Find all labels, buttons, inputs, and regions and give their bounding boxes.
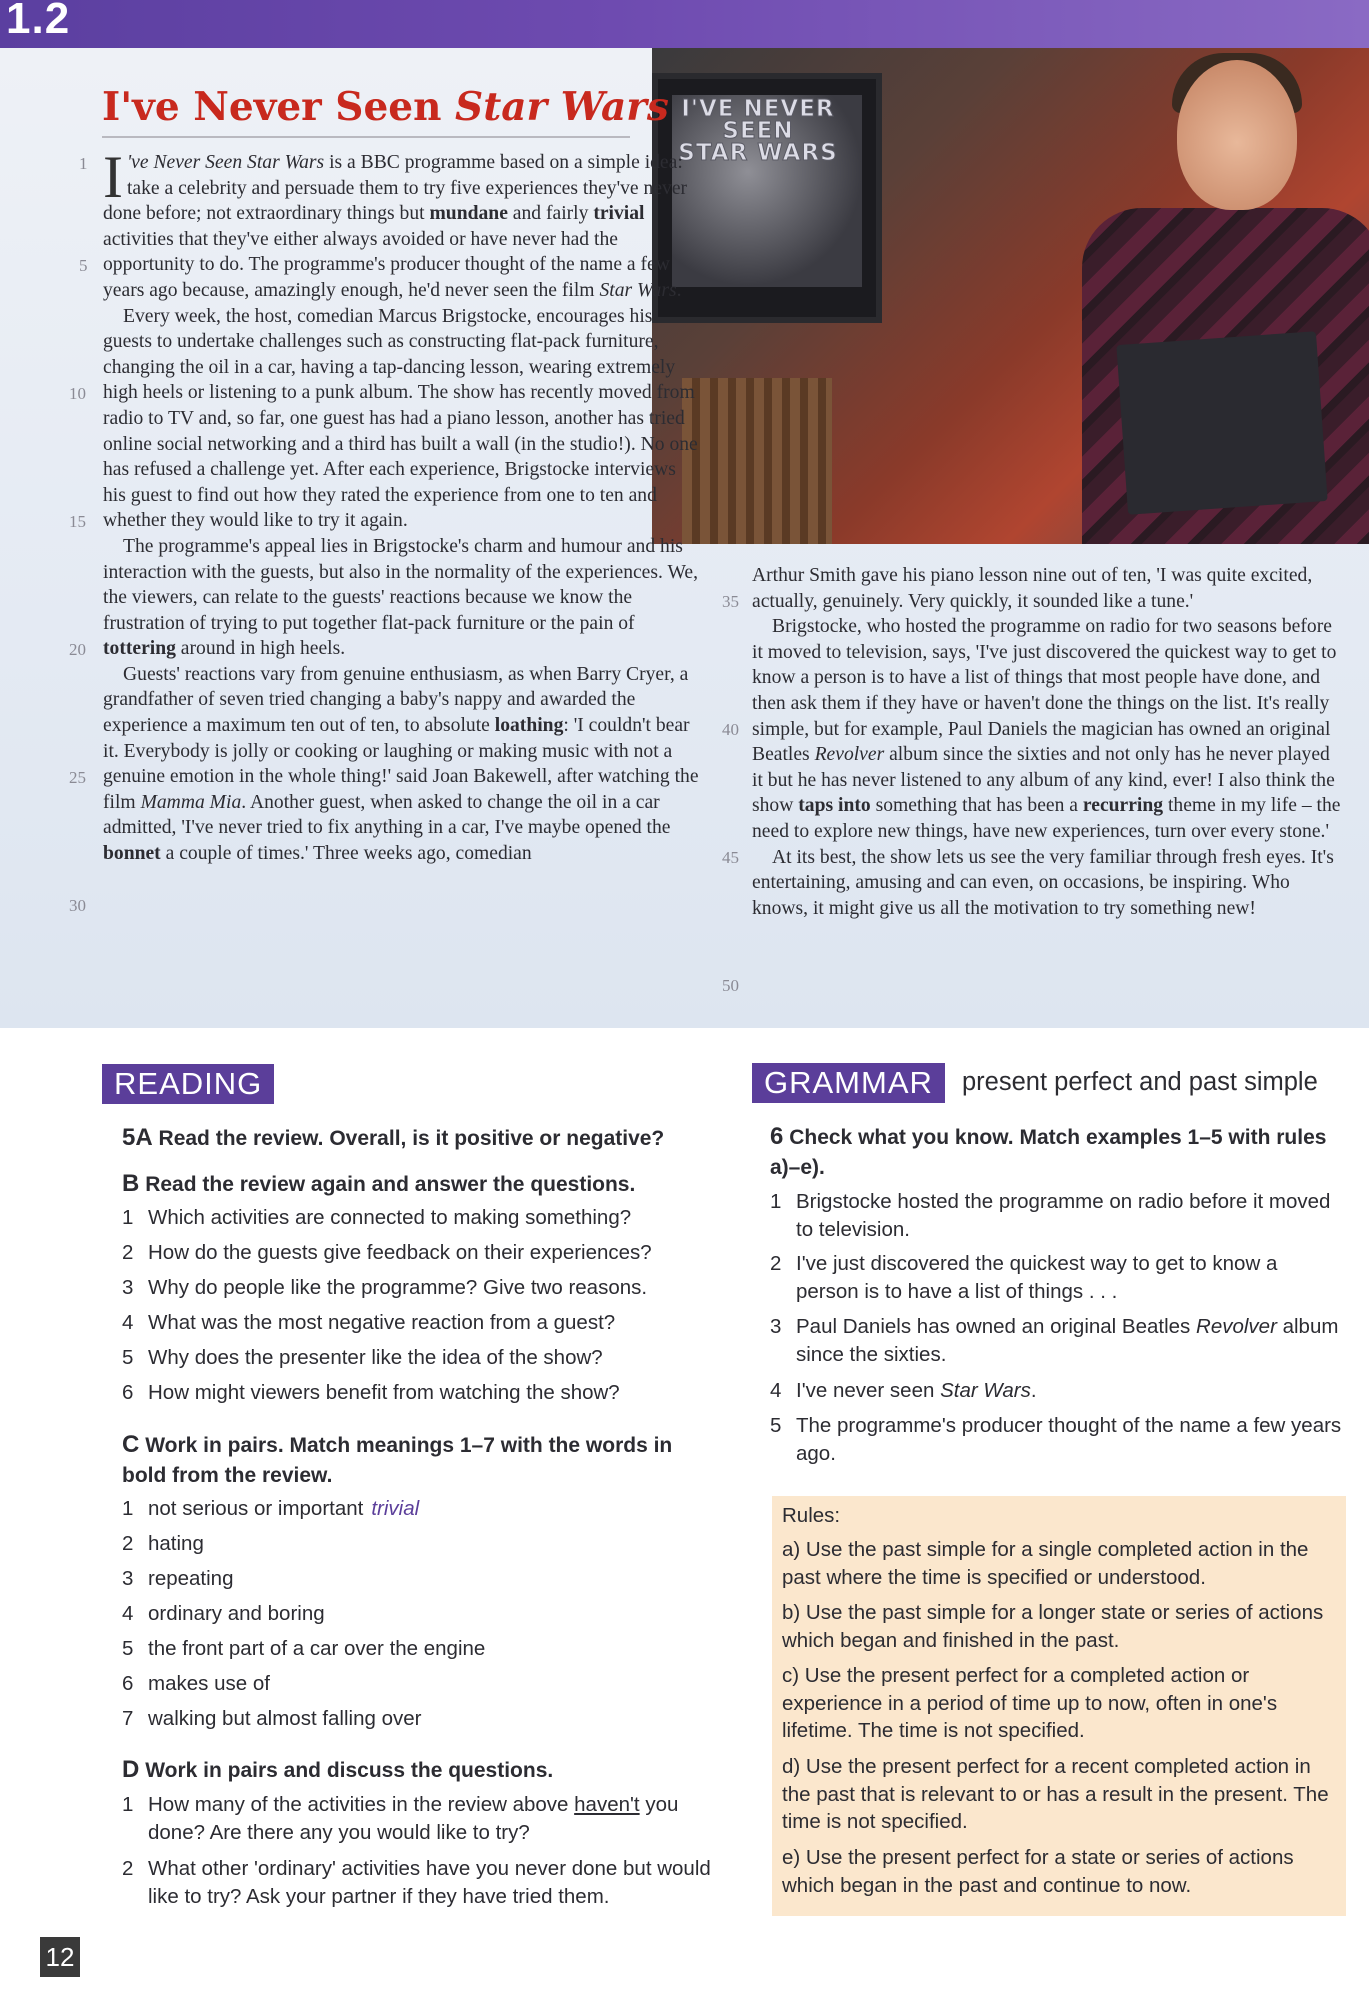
- line-number: 15: [69, 512, 86, 531]
- list-item: 2 What other 'ordinary' activities have you never done but would like to try? Ask your partner if they have tried them.: [122, 1857, 711, 1908]
- presenter-photo: [652, 48, 1369, 544]
- question-b: [122, 1170, 635, 1198]
- line-number: 40: [722, 720, 739, 739]
- question-label: C: [122, 1431, 140, 1458]
- logo-line: STAR WARS: [678, 140, 838, 166]
- list-item: 7 walking but almost falling over: [122, 1707, 422, 1730]
- question-label: 6: [770, 1123, 784, 1150]
- list-item: 4 ordinary and boring: [122, 1602, 325, 1625]
- question-text: bold from the review.: [122, 1464, 333, 1487]
- rules-title: Rules:: [782, 1504, 841, 1527]
- line-number: 50: [722, 976, 739, 995]
- grammar-subheading: present perfect and past simple: [962, 1068, 1318, 1096]
- list-item: 3 repeating: [122, 1567, 234, 1590]
- example-item: 1 Brigstocke hosted the programme on radio before it moved to television.: [770, 1190, 1331, 1241]
- list-item: 3 Why do people like the programme? Give two reasons.: [122, 1276, 648, 1299]
- line-number: 30: [69, 896, 86, 915]
- example-item: 3 Paul Daniels has owned an original Beatles Revolver album since the sixties.: [770, 1315, 1339, 1366]
- line-number: 1: [79, 154, 88, 173]
- list-item: 4 What was the most negative reaction from a guest?: [122, 1311, 616, 1334]
- article-paragraph: Guests' reactions vary from genuine enthusiasm, as when Barry Cryer, a grandfather of seven tried changing a baby's nappy and awarded the experience a maximum ten out of ten, to absolute loathing: 'I couldn't bear it. Everybody is jolly or cooking or laughing or making music with not a genuine emotion in the whole thing!' said Joan Bakewell, after watching the film Mamma Mia. Another guest, when asked to change the oil in a car admitted, 'I've never tried to fix anything in a car, I've maybe opened the bonnet a couple of times.' Three weeks ago, comedian: [103, 663, 699, 865]
- question-text: Read the review again and answer the questions.: [145, 1173, 636, 1196]
- article-title: I've Never Seen Star Wars: [102, 84, 669, 130]
- rule-a: a) Use the past simple for a single completed action in the past where the time is specified or understood.: [782, 1538, 1309, 1589]
- question-text: Check what you know. Match examples 1–5 with rules a)–e).: [770, 1126, 1327, 1179]
- question-text: Work in pairs. Match meanings 1–7 with the words in: [145, 1434, 673, 1457]
- article-paragraph: I 've Never Seen Star Wars is a BBC programme based on a simple idea: take a celebrity and persuade them to try five experiences they've never done before; not extraordinary things but mundane and fairly trivial activities that they've either always avoided or have never had the opportunity to do. The programme's producer thought of the name a few years ago because, amazingly enough, he'd never seen the film Star Wars.: [103, 144, 688, 301]
- article-column-left: [103, 144, 703, 867]
- example-item: 5 The programme's producer thought of the name a few years ago.: [770, 1414, 1342, 1465]
- logo-line: SEEN: [722, 118, 794, 144]
- presenter-face: [1177, 60, 1297, 210]
- list-item: 2 How do the guests give feedback on their experiences?: [122, 1241, 652, 1264]
- article-column-right: [752, 563, 1342, 921]
- answer-trivial: trivial: [371, 1497, 420, 1520]
- page-number: 12: [40, 1937, 80, 1977]
- question-c: [122, 1430, 722, 1491]
- list-item: 5 the front part of a car over the engine: [122, 1637, 486, 1660]
- question-6: [770, 1122, 1350, 1183]
- list-item: 1 not serious or important trivial: [122, 1497, 420, 1520]
- list-item: 2 hating: [122, 1532, 204, 1555]
- drop-cap: I: [103, 144, 123, 210]
- line-number: 10: [69, 384, 86, 403]
- example-item: 4 I've never seen Star Wars.: [770, 1379, 1037, 1402]
- list-item: 6 makes use of: [122, 1672, 270, 1695]
- wooden-chair: [682, 378, 832, 544]
- list-item: 5 Why does the presenter like the idea of the show?: [122, 1346, 603, 1369]
- rule-c: c) Use the present perfect for a completed action or experience in a period of time up to now, often in one's lifetime. The time is not specified.: [782, 1664, 1278, 1742]
- question-text: Work in pairs and discuss the questions.: [145, 1759, 554, 1782]
- question-label: 5A: [122, 1124, 153, 1151]
- article-paragraph: Brigstocke, who hosted the programme on radio for two seasons before it moved to television, says, 'I've just discovered the quickest way to get to know a person is to have a list of things that most people have done, and then ask them if they have or haven't done the things on the list. It's really simple, but for example, Paul Daniels the magician has owned an original Beatles Revolver album since the sixties and not only has he never played it but he has never listened to any album of any kind, ever! I also think the show taps into something that has been a recurring theme in my life – the need to explore new things, have new experiences, turn over every stone.': [752, 616, 1341, 842]
- rule-e: e) Use the present perfect for a state or series of actions which began in the past and continue to now.: [782, 1846, 1294, 1897]
- grammar-heading: GRAMMAR: [752, 1063, 945, 1103]
- question-label: D: [122, 1756, 140, 1783]
- list-item: 1 How many of the activities in the review above haven't you done? Are there any you would like to try?: [122, 1793, 679, 1844]
- question-d: [122, 1756, 553, 1784]
- folder: [1116, 331, 1327, 515]
- unit-header-bar: [0, 0, 1369, 48]
- line-number: 45: [722, 848, 739, 867]
- question-label: B: [122, 1170, 140, 1197]
- example-item: 2 I've just discovered the quickest way to get to know a person is to have a list of things . . .: [770, 1252, 1278, 1303]
- line-number: 35: [722, 592, 739, 611]
- unit-number: 1.2: [6, 0, 71, 43]
- line-number: 5: [79, 256, 88, 275]
- line-number: 20: [69, 640, 86, 659]
- article-paragraph: Arthur Smith gave his piano lesson nine out of ten, 'I was quite excited, actually, genuinely. Very quickly, it sounded like a tune.': [752, 565, 1313, 612]
- rule-d: d) Use the present perfect for a recent completed action in the past that is relevant to or has a result in the present. The time is not specified.: [782, 1755, 1329, 1833]
- title-underline: [102, 136, 630, 138]
- list-item: 1 Which activities are connected to making something?: [122, 1206, 632, 1229]
- article-paragraph: Every week, the host, comedian Marcus Brigstocke, encourages his guests to undertake challenges such as constructing flat-pack furniture, changing the oil in a car, having a tap-dancing lesson, wearing extremely high heels or listening to a punk album. The show has recently moved from radio to TV and, so far, one guest has had a piano lesson, another has tried online social networking and a third has built a wall (in the studio!). No one has refused a challenge yet. After each experience, Brigstocke interviews his guest to find out how they rated the experience from one to ten and whether they would like to try it again.: [103, 305, 698, 532]
- question-text: Read the review. Overall, is it positive or negative?: [158, 1127, 665, 1150]
- question-5a: [122, 1124, 664, 1152]
- list-item: 6 How might viewers benefit from watching the show?: [122, 1381, 620, 1404]
- article-paragraph: The programme's appeal lies in Brigstocke's charm and humour and his interaction with the guests, but also in the normality of the experiences. We, the viewers, can relate to the guests' reactions because we know the frustration of trying to put together flat-pack furniture or the pain of tottering around in high heels.: [103, 535, 698, 660]
- logo-line: I'VE NEVER: [681, 96, 835, 122]
- article-paragraph: At its best, the show lets us see the very familiar through fresh eyes. It's entertaining, amusing and can even, on occasions, be inspiring. Who knows, it might give us all the motivation to try something new!: [752, 846, 1334, 919]
- reading-heading: READING: [102, 1064, 274, 1104]
- rule-b: b) Use the past simple for a longer state or series of actions which began and finished in the past.: [782, 1601, 1324, 1652]
- line-number: 25: [69, 768, 86, 787]
